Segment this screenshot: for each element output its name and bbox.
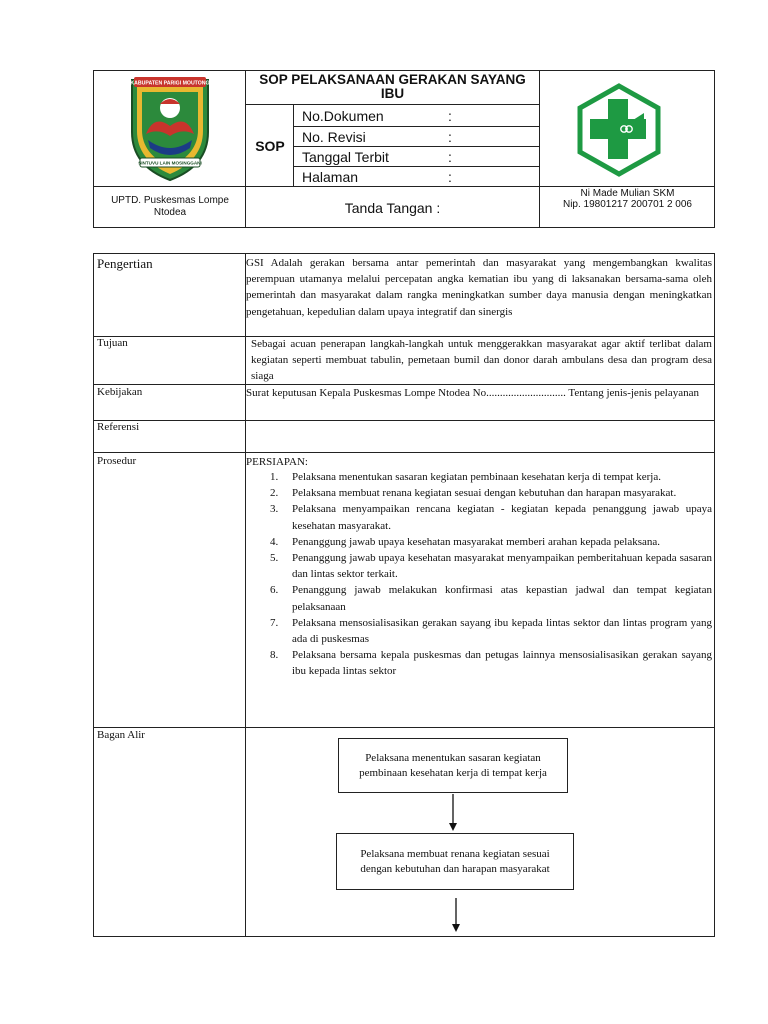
pengertian-text: GSI Adalah gerakan bersama antar pemerintah dan masyarakat yang mengembangkan kwalitas perempuan utamanya melalui percepatan angka kematian ibu yang di laksanakan bersama-sama oleh pemerintah dan masyarakat dalam rangka meningkatkan sumber daya manusia dengan meningkatkan pengetahuan, kepedulian dalam upaya integratif dan sinergis bbox=[246, 257, 712, 318]
meta-label: No.Dokumen bbox=[302, 108, 384, 124]
meta-no-revisi bbox=[294, 127, 539, 147]
flowchart-arrow-down bbox=[445, 898, 467, 934]
step-number: 6. bbox=[270, 584, 279, 597]
step-text: Pelaksana menentukan sasaran kegiatan pembinaan kesehatan kerja di tempat kerja. bbox=[292, 471, 661, 483]
row-label-kebijakan: Kebijakan bbox=[97, 386, 143, 398]
meta-no-dokumen bbox=[294, 106, 539, 126]
official-name: Ni Made Mulian SKM bbox=[580, 188, 675, 199]
meta-tanggal-terbit bbox=[294, 147, 539, 167]
row-label-referensi: Referensi bbox=[97, 421, 140, 433]
prosedur-heading: PERSIAPAN: bbox=[246, 456, 308, 468]
sop-body-table bbox=[93, 253, 715, 937]
meta-label: Halaman bbox=[302, 169, 359, 185]
tujuan-text: Sebagai acuan penerapan langkah-langkah untuk menggerakkan masyarakat agar aktif terlibat dalam kegiatan seperti membuat tabulin, pemetaan bumil dan donor darah ambulans desa dan program desa siaga bbox=[251, 338, 712, 383]
puskesmas-logo bbox=[572, 83, 666, 177]
meta-separator: : bbox=[448, 169, 452, 185]
list-item bbox=[246, 615, 712, 647]
step-text: Penanggung jawab melakukan konfirmasi atas kepastian jadwal dan tempat kegiatan pelaksanaan bbox=[292, 584, 712, 613]
list-item bbox=[246, 501, 712, 533]
row-label-tujuan: Tujuan bbox=[97, 337, 128, 349]
meta-label: Tanggal Terbit bbox=[302, 149, 389, 165]
flowchart-box-1: Pelaksana menentukan sasaran kegiatan pembinaan kesehatan kerja di tempat kerja bbox=[338, 738, 568, 793]
divider bbox=[94, 727, 714, 728]
meta-label: No. Revisi bbox=[302, 129, 366, 145]
official-nip: Nip. 19801217 200701 2 006 bbox=[562, 199, 692, 210]
step-text: Penanggung jawab upaya kesehatan masyarakat menyampaikan pemberitahuan kepada sasaran dan lintas sektor terkait. bbox=[292, 552, 712, 581]
step-number: 7. bbox=[270, 616, 279, 629]
list-item bbox=[246, 534, 712, 550]
meta-halaman bbox=[294, 167, 539, 187]
step-text: Pelaksana mensosialisasikan gerakan sayang ibu kepada lintas sektor dan lintas program yang ada di puskesmas bbox=[292, 616, 712, 646]
unit-name: UPTD. Puskesmas Lompe Ntodea bbox=[111, 195, 229, 218]
meta-separator: : bbox=[448, 108, 452, 124]
step-text: Pelaksana membuat renana kegiatan sesuai dengan kebutuhan dan harapan masyarakat. bbox=[292, 487, 677, 500]
svg-text:SINTUVU LAIN MOSINGGANI: SINTUVU LAIN MOSINGGANI bbox=[138, 160, 202, 166]
signature-label: Tanda Tangan : bbox=[344, 200, 441, 216]
meta-separator: : bbox=[448, 129, 452, 145]
kebijakan-text: Surat keputusan Kepala Puskesmas Lompe Ntodea No............................. Tentang jenis-jenis pelayanan bbox=[246, 387, 699, 399]
prosedur-steps bbox=[246, 469, 712, 680]
list-item bbox=[246, 582, 712, 614]
list-item bbox=[246, 550, 712, 582]
row-label-bagan-alir: Bagan Alir bbox=[97, 729, 145, 741]
step-number: 8. bbox=[270, 649, 279, 662]
divider bbox=[94, 452, 714, 453]
sop-header-table bbox=[93, 70, 715, 228]
step-text: Pelaksana bersama kepala puskesmas dan petugas lainnya mensosialisasikan gerakan sayang ibu kepada lintas sektor bbox=[292, 649, 712, 678]
row-label-prosedur: Prosedur bbox=[97, 455, 137, 467]
divider bbox=[94, 420, 714, 421]
step-number: 5. bbox=[270, 552, 279, 565]
step-text: Penanggung jawab upaya kesehatan masyarakat memberi arahan kepada pelaksana. bbox=[292, 535, 661, 548]
sop-label: SOP bbox=[255, 138, 285, 154]
step-number: 3. bbox=[270, 503, 279, 516]
list-item bbox=[246, 469, 712, 485]
flowchart-arrow-down bbox=[442, 794, 464, 832]
step-number: 4. bbox=[270, 535, 279, 548]
meta-separator: : bbox=[448, 149, 452, 165]
document-title: SOP PELAKSANAAN GERAKAN SAYANG IBU bbox=[259, 72, 526, 101]
row-label-pengertian: Pengertian bbox=[97, 256, 153, 271]
list-item bbox=[246, 485, 712, 501]
list-item bbox=[246, 647, 712, 679]
official-signature-block bbox=[539, 187, 716, 229]
step-number: 2. bbox=[270, 487, 279, 500]
flowchart-box-2: Pelaksana membuat renana kegiatan sesuai dengan kebutuhan dan harapan masyarakat bbox=[336, 833, 574, 890]
regency-crest-logo bbox=[124, 74, 216, 182]
svg-text:KABUPATEN PARIGI MOUTONG: KABUPATEN PARIGI MOUTONG bbox=[130, 80, 210, 87]
step-number: 1. bbox=[270, 471, 279, 483]
step-text: Pelaksana menyampaikan rencana kegiatan - kegiatan kepada penanggung jawab upaya kesehatan masyarakat. bbox=[292, 503, 712, 532]
